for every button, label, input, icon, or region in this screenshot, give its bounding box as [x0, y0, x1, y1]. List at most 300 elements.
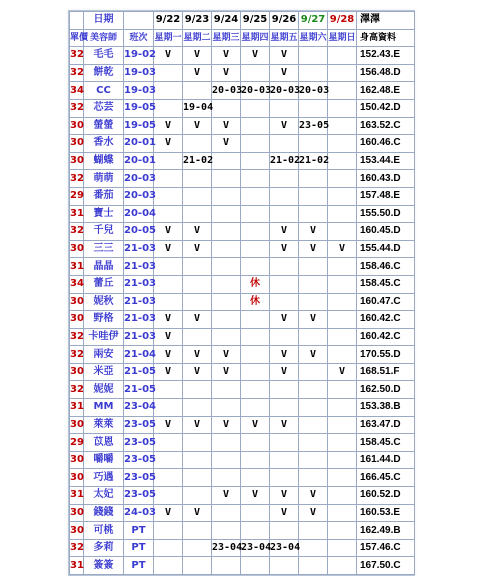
- row-day-cell: [328, 451, 357, 469]
- row-day-cell: [241, 170, 270, 188]
- table-row: [70, 416, 415, 434]
- row-day-cell: 23-05: [299, 117, 328, 135]
- row-day-cell: [241, 135, 270, 153]
- row-day-cell: [212, 311, 241, 329]
- header-weekday: 星期五: [270, 29, 299, 47]
- row-name: 錢錢: [84, 504, 124, 522]
- row-day-cell: [299, 557, 328, 575]
- row-day-cell: [183, 135, 212, 153]
- row-day-cell: [299, 363, 328, 381]
- row-day-cell: [328, 434, 357, 452]
- row-day-cell: [212, 258, 241, 276]
- row-name: 苡恩: [84, 434, 124, 452]
- row-day-cell: [212, 223, 241, 241]
- row-class: 23-05: [124, 434, 154, 452]
- row-day-cell: [183, 82, 212, 100]
- row-day-cell: [270, 557, 299, 575]
- row-price: 30: [70, 135, 84, 153]
- row-day-cell: V: [183, 363, 212, 381]
- row-name: 餅乾: [84, 64, 124, 82]
- row-day-cell: V: [154, 504, 183, 522]
- header-row-labels: [70, 29, 415, 47]
- row-price: 34: [70, 82, 84, 100]
- row-day-cell: V: [183, 504, 212, 522]
- row-day-cell: [328, 522, 357, 540]
- row-day-cell: V: [270, 47, 299, 65]
- row-day-cell: [183, 469, 212, 487]
- row-day-cell: V: [270, 223, 299, 241]
- schedule-table: [69, 11, 415, 575]
- row-price: 30: [70, 293, 84, 311]
- row-meta: 160.42.C: [357, 328, 415, 346]
- row-price: 31: [70, 399, 84, 417]
- row-day-cell: [154, 399, 183, 417]
- table-row: [70, 311, 415, 329]
- row-day-cell: V: [299, 346, 328, 364]
- row-day-cell: 23-04: [212, 539, 241, 557]
- row-name: 太妃: [84, 487, 124, 505]
- row-day-cell: V: [299, 223, 328, 241]
- row-class: PT: [124, 557, 154, 575]
- row-day-cell: V: [270, 311, 299, 329]
- row-day-cell: [241, 522, 270, 540]
- row-meta: 158.46.C: [357, 258, 415, 276]
- row-day-cell: V: [212, 487, 241, 505]
- row-day-cell: [270, 275, 299, 293]
- header-date-label: 日期: [84, 12, 124, 30]
- row-day-cell: V: [154, 416, 183, 434]
- row-day-cell: [241, 64, 270, 82]
- row-class: 20-05: [124, 223, 154, 241]
- row-meta: 166.45.C: [357, 469, 415, 487]
- row-day-cell: [183, 487, 212, 505]
- row-day-cell: [299, 187, 328, 205]
- row-day-cell: [154, 487, 183, 505]
- row-day-cell: [154, 152, 183, 170]
- row-name: MM: [84, 399, 124, 417]
- row-class: 23-05: [124, 487, 154, 505]
- row-name: 螢螢: [84, 117, 124, 135]
- row-day-cell: [299, 381, 328, 399]
- row-day-cell: V: [212, 416, 241, 434]
- row-day-cell: [270, 451, 299, 469]
- row-day-cell: [212, 240, 241, 258]
- row-day-cell: [270, 135, 299, 153]
- row-meta: 155.50.D: [357, 205, 415, 223]
- row-name: 蝴蝶: [84, 152, 124, 170]
- row-price: 31: [70, 205, 84, 223]
- row-day-cell: [241, 205, 270, 223]
- row-day-cell: [154, 557, 183, 575]
- row-day-cell: [154, 275, 183, 293]
- row-day-cell: [183, 170, 212, 188]
- row-day-cell: V: [154, 328, 183, 346]
- row-day-cell: [212, 152, 241, 170]
- header-date: 9/27: [299, 12, 328, 30]
- header-weekday: 星期二: [183, 29, 212, 47]
- row-class: 21-03: [124, 311, 154, 329]
- row-day-cell: V: [212, 363, 241, 381]
- header-weekday: 星期三: [212, 29, 241, 47]
- row-day-cell: [154, 82, 183, 100]
- row-day-cell: V: [270, 487, 299, 505]
- row-day-cell: [270, 469, 299, 487]
- row-day-cell: [328, 64, 357, 82]
- row-class: 20-03: [124, 170, 154, 188]
- row-day-cell: [154, 258, 183, 276]
- row-class: 21-03: [124, 258, 154, 276]
- row-day-cell: V: [270, 240, 299, 258]
- row-price: 29: [70, 187, 84, 205]
- row-name: 芯芸: [84, 99, 124, 117]
- row-day-cell: [183, 258, 212, 276]
- row-day-cell: [183, 399, 212, 417]
- header-meta: 身高資料: [357, 29, 415, 47]
- row-day-cell: [212, 522, 241, 540]
- row-name: 野格: [84, 311, 124, 329]
- row-class: 23-05: [124, 416, 154, 434]
- row-price: 30: [70, 522, 84, 540]
- row-day-cell: [328, 275, 357, 293]
- table-row: [70, 346, 415, 364]
- row-day-cell: [299, 258, 328, 276]
- row-day-cell: [270, 522, 299, 540]
- row-name: 寶士: [84, 205, 124, 223]
- row-day-cell: [299, 399, 328, 417]
- row-price: 32: [70, 47, 84, 65]
- row-day-cell: V: [183, 416, 212, 434]
- row-class: 23-05: [124, 469, 154, 487]
- row-meta: 161.44.D: [357, 451, 415, 469]
- row-day-cell: 20-03: [241, 82, 270, 100]
- row-meta: 163.52.C: [357, 117, 415, 135]
- row-day-cell: [183, 205, 212, 223]
- row-day-cell: [241, 469, 270, 487]
- table-row: [70, 487, 415, 505]
- table-row: [70, 381, 415, 399]
- row-meta: 163.47.D: [357, 416, 415, 434]
- row-day-cell: [270, 205, 299, 223]
- row-name: 晶晶: [84, 258, 124, 276]
- row-class: 19-03: [124, 64, 154, 82]
- row-day-cell: V: [183, 223, 212, 241]
- row-name: 巧遇: [84, 469, 124, 487]
- row-day-cell: [241, 346, 270, 364]
- row-day-cell: V: [183, 64, 212, 82]
- row-day-cell: [270, 258, 299, 276]
- row-class: 20-01: [124, 135, 154, 153]
- row-class: 19-05: [124, 99, 154, 117]
- row-day-cell: [241, 557, 270, 575]
- row-meta: 160.42.C: [357, 311, 415, 329]
- row-price: 30: [70, 363, 84, 381]
- row-day-cell: [328, 487, 357, 505]
- row-price: 31: [70, 487, 84, 505]
- row-day-cell: [328, 416, 357, 434]
- row-day-cell: 21-02: [183, 152, 212, 170]
- row-day-cell: V: [270, 504, 299, 522]
- row-price: 30: [70, 152, 84, 170]
- row-day-cell: V: [154, 47, 183, 65]
- row-day-cell: [154, 187, 183, 205]
- row-name: 多莉: [84, 539, 124, 557]
- row-price: 32: [70, 170, 84, 188]
- row-class: 19-05: [124, 117, 154, 135]
- row-meta: 153.44.E: [357, 152, 415, 170]
- row-day-cell: V: [183, 240, 212, 258]
- row-meta: 156.48.D: [357, 64, 415, 82]
- row-meta: 157.46.C: [357, 539, 415, 557]
- row-day-cell: V: [154, 311, 183, 329]
- row-day-cell: [212, 434, 241, 452]
- row-day-cell: [328, 539, 357, 557]
- row-day-cell: V: [241, 47, 270, 65]
- row-day-cell: [183, 434, 212, 452]
- row-class: 24-03: [124, 504, 154, 522]
- row-day-cell: [241, 434, 270, 452]
- row-day-cell: [183, 451, 212, 469]
- row-price: 32: [70, 328, 84, 346]
- row-day-cell: [328, 99, 357, 117]
- table-row: [70, 135, 415, 153]
- row-class: 21-04: [124, 346, 154, 364]
- row-meta: 160.46.C: [357, 135, 415, 153]
- row-meta: 168.51.F: [357, 363, 415, 381]
- row-class: 21-05: [124, 381, 154, 399]
- header-price: 單價: [70, 29, 84, 47]
- row-day-cell: [154, 434, 183, 452]
- row-day-cell: [328, 381, 357, 399]
- row-day-cell: [299, 275, 328, 293]
- table-row: [70, 240, 415, 258]
- row-price: 30: [70, 117, 84, 135]
- row-day-cell: 23-04: [241, 539, 270, 557]
- row-day-cell: [299, 469, 328, 487]
- table-row: [70, 469, 415, 487]
- row-day-cell: [183, 187, 212, 205]
- row-meta: 160.47.C: [357, 293, 415, 311]
- row-day-cell: [183, 557, 212, 575]
- row-price: 32: [70, 346, 84, 364]
- row-day-cell: [328, 117, 357, 135]
- row-meta: 153.38.B: [357, 399, 415, 417]
- row-day-cell: [183, 293, 212, 311]
- row-price: 31: [70, 557, 84, 575]
- row-day-cell: [328, 152, 357, 170]
- row-name: 蕾丘: [84, 275, 124, 293]
- row-name: 三三: [84, 240, 124, 258]
- header-date: 9/22: [154, 12, 183, 30]
- row-day-cell: 19-04: [183, 99, 212, 117]
- row-day-cell: 20-03: [212, 82, 241, 100]
- row-day-cell: V: [212, 117, 241, 135]
- row-name: 妮妮: [84, 381, 124, 399]
- row-name: CC: [84, 82, 124, 100]
- row-day-cell: [154, 64, 183, 82]
- header-name: 美容師: [84, 29, 124, 47]
- row-day-cell: V: [154, 240, 183, 258]
- row-meta: 162.50.D: [357, 381, 415, 399]
- row-meta: 160.53.E: [357, 504, 415, 522]
- row-day-cell: [212, 170, 241, 188]
- row-day-cell: [328, 47, 357, 65]
- header-row-dates: [70, 12, 415, 30]
- row-day-cell: V: [154, 346, 183, 364]
- row-class: 21-03: [124, 240, 154, 258]
- header-date: 9/23: [183, 12, 212, 30]
- row-day-cell: [270, 434, 299, 452]
- row-day-cell: [212, 205, 241, 223]
- table-row: [70, 258, 415, 276]
- row-day-cell: [328, 328, 357, 346]
- header-weekday: 星期四: [241, 29, 270, 47]
- row-meta: 170.55.D: [357, 346, 415, 364]
- row-name: 千兒: [84, 223, 124, 241]
- row-day-cell: V: [183, 117, 212, 135]
- row-day-cell: [270, 293, 299, 311]
- row-day-cell: [328, 223, 357, 241]
- row-day-cell: 23-04: [270, 539, 299, 557]
- table-row: [70, 170, 415, 188]
- table-row: [70, 434, 415, 452]
- row-day-cell: [328, 82, 357, 100]
- row-day-cell: [328, 187, 357, 205]
- row-day-cell: [299, 64, 328, 82]
- row-day-cell: [328, 504, 357, 522]
- table-row: [70, 152, 415, 170]
- row-class: 21-03: [124, 275, 154, 293]
- row-day-cell: [270, 187, 299, 205]
- row-price: 30: [70, 311, 84, 329]
- row-day-cell: [212, 381, 241, 399]
- row-meta: 155.44.D: [357, 240, 415, 258]
- row-day-cell: [241, 117, 270, 135]
- table-row: [70, 205, 415, 223]
- row-day-cell: [299, 99, 328, 117]
- row-day-cell: [183, 539, 212, 557]
- row-day-cell: [212, 187, 241, 205]
- header-weekday: 星期日: [328, 29, 357, 47]
- row-day-cell: [212, 451, 241, 469]
- row-price: 32: [70, 223, 84, 241]
- row-day-cell: [328, 135, 357, 153]
- row-meta: 150.42.D: [357, 99, 415, 117]
- row-day-cell: [328, 258, 357, 276]
- row-name: 妮秋: [84, 293, 124, 311]
- row-day-cell: [299, 451, 328, 469]
- row-day-cell: [212, 504, 241, 522]
- row-meta: 162.49.B: [357, 522, 415, 540]
- row-name: 卡哇伊: [84, 328, 124, 346]
- row-day-cell: V: [299, 487, 328, 505]
- row-price: 30: [70, 504, 84, 522]
- row-class: 19-03: [124, 82, 154, 100]
- row-price: 30: [70, 451, 84, 469]
- table-row: [70, 293, 415, 311]
- row-name: 番茄: [84, 187, 124, 205]
- row-day-cell: V: [270, 416, 299, 434]
- table-row: [70, 539, 415, 557]
- row-price: 34: [70, 275, 84, 293]
- row-day-cell: [154, 293, 183, 311]
- header-date: 9/25: [241, 12, 270, 30]
- row-day-cell: [299, 47, 328, 65]
- row-meta: 167.50.C: [357, 557, 415, 575]
- table-row: [70, 504, 415, 522]
- row-day-cell: [241, 363, 270, 381]
- row-day-cell: V: [154, 363, 183, 381]
- row-class: 21-03: [124, 328, 154, 346]
- header-date: 9/24: [212, 12, 241, 30]
- table-row: [70, 328, 415, 346]
- row-meta: 160.45.D: [357, 223, 415, 241]
- row-day-cell: [328, 293, 357, 311]
- table-row: [70, 117, 415, 135]
- row-name: 可桃: [84, 522, 124, 540]
- row-day-cell: [183, 381, 212, 399]
- row-day-cell: [299, 293, 328, 311]
- row-day-cell: [241, 223, 270, 241]
- table-row: [70, 399, 415, 417]
- table-row: [70, 47, 415, 65]
- row-day-cell: [299, 170, 328, 188]
- row-day-cell: V: [183, 311, 212, 329]
- row-name: 毛毛: [84, 47, 124, 65]
- row-day-cell: [154, 451, 183, 469]
- row-class: 21-05: [124, 363, 154, 381]
- row-day-cell: V: [270, 363, 299, 381]
- row-day-cell: [241, 311, 270, 329]
- row-day-cell: V: [299, 240, 328, 258]
- row-class: 20-01: [124, 152, 154, 170]
- row-day-cell: [328, 557, 357, 575]
- row-day-cell: [299, 328, 328, 346]
- row-day-cell: [154, 170, 183, 188]
- row-price: 32: [70, 99, 84, 117]
- row-day-cell: [212, 99, 241, 117]
- row-day-cell: V: [212, 135, 241, 153]
- row-day-cell: [241, 187, 270, 205]
- row-day-cell: [328, 469, 357, 487]
- table-row: [70, 363, 415, 381]
- row-day-cell: [328, 170, 357, 188]
- row-meta: 157.48.E: [357, 187, 415, 205]
- row-class: 20-04: [124, 205, 154, 223]
- row-class: 20-03: [124, 187, 154, 205]
- table-row: [70, 451, 415, 469]
- row-day-cell: [241, 381, 270, 399]
- row-day-cell: [270, 328, 299, 346]
- row-day-cell: [328, 311, 357, 329]
- row-day-cell: [299, 416, 328, 434]
- row-meta: 158.45.C: [357, 434, 415, 452]
- row-day-cell: V: [270, 64, 299, 82]
- row-day-cell: V: [183, 47, 212, 65]
- row-price: 32: [70, 64, 84, 82]
- row-day-cell: [328, 399, 357, 417]
- header-weekday: 星期一: [154, 29, 183, 47]
- row-meta: 160.43.D: [357, 170, 415, 188]
- row-day-cell: [212, 328, 241, 346]
- row-day-cell: [241, 328, 270, 346]
- row-day-cell: V: [212, 346, 241, 364]
- row-price: 32: [70, 381, 84, 399]
- row-day-cell: [299, 135, 328, 153]
- header-date: 9/26: [270, 12, 299, 30]
- row-meta: 160.52.D: [357, 487, 415, 505]
- row-class: 21-03: [124, 293, 154, 311]
- row-day-cell: [241, 399, 270, 417]
